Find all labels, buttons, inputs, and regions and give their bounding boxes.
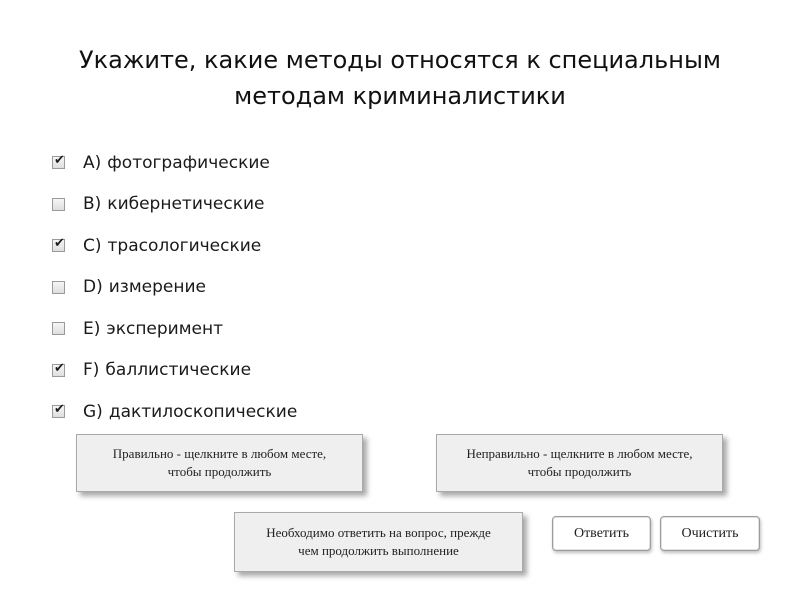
answer-required-line2: чем продолжить выполнение bbox=[298, 543, 459, 558]
option-label: трасологические bbox=[107, 235, 262, 256]
option-label: измерение bbox=[108, 277, 206, 298]
checkbox-d[interactable] bbox=[52, 281, 65, 294]
option-letter: B) bbox=[83, 194, 102, 215]
option-letter: C) bbox=[83, 235, 102, 256]
question-title-line2: методам криминалистики bbox=[234, 82, 566, 110]
option-f[interactable] bbox=[52, 350, 472, 392]
checkbox-c[interactable] bbox=[52, 236, 65, 252]
incorrect-feedback-line2: чтобы продолжить bbox=[527, 464, 632, 479]
correct-feedback-box[interactable] bbox=[76, 434, 363, 492]
option-letter: F) bbox=[83, 360, 100, 381]
option-g[interactable] bbox=[52, 391, 472, 433]
option-a[interactable] bbox=[52, 142, 472, 184]
checkbox-b[interactable] bbox=[52, 198, 65, 211]
option-letter: D) bbox=[83, 277, 103, 298]
correct-feedback-line2: чтобы продолжить bbox=[167, 464, 272, 479]
option-label: кибернетические bbox=[107, 194, 265, 215]
option-letter: A) bbox=[83, 152, 102, 173]
checkmark-icon: ✔ bbox=[54, 360, 65, 376]
correct-feedback-line1: Правильно - щелкните в любом месте, bbox=[112, 446, 327, 461]
option-e[interactable] bbox=[52, 308, 472, 350]
option-label: дактилоскопические bbox=[108, 401, 298, 422]
option-label: баллистические bbox=[105, 360, 252, 381]
question-title bbox=[20, 42, 780, 114]
option-letter: E) bbox=[83, 318, 101, 339]
checkbox-e[interactable] bbox=[52, 322, 65, 335]
checkbox-f[interactable] bbox=[52, 360, 65, 377]
checkmark-icon: ✔ bbox=[54, 153, 65, 169]
answer-required-line1: Необходимо ответить на вопрос, прежде bbox=[266, 525, 491, 540]
option-label: эксперимент bbox=[106, 318, 224, 339]
checkmark-icon: ✔ bbox=[54, 236, 65, 252]
clear-button[interactable]: Очистить bbox=[660, 516, 760, 551]
answer-options bbox=[52, 142, 472, 433]
question-title-line1: Укажите, какие методы относятся к специальным bbox=[78, 46, 721, 74]
incorrect-feedback-line1: Неправильно - щелкните в любом месте, bbox=[466, 446, 693, 461]
submit-button[interactable]: Ответить bbox=[552, 516, 651, 551]
option-label: фотографические bbox=[107, 152, 270, 173]
option-c[interactable] bbox=[52, 225, 472, 267]
checkbox-a[interactable] bbox=[52, 153, 65, 169]
incorrect-feedback-box[interactable] bbox=[436, 434, 723, 492]
option-b[interactable] bbox=[52, 184, 472, 226]
option-d[interactable] bbox=[52, 267, 472, 309]
checkbox-g[interactable] bbox=[52, 402, 65, 418]
option-letter: G) bbox=[83, 401, 103, 422]
checkmark-icon: ✔ bbox=[54, 402, 65, 418]
answer-required-box[interactable] bbox=[234, 512, 523, 572]
